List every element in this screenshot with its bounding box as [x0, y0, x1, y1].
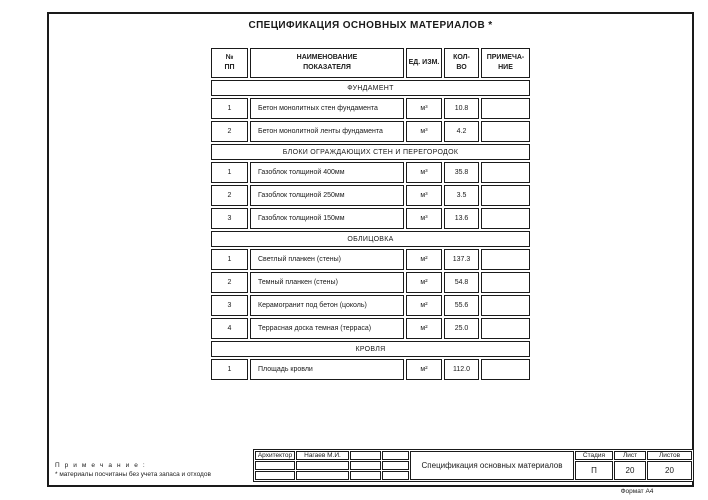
signature-cell	[350, 451, 381, 460]
title-block	[253, 449, 694, 482]
page-title: СПЕЦИФИКАЦИЯ ОСНОВНЫХ МАТЕРИАЛОВ *	[248, 20, 493, 31]
cell-name: Газоблок толщиной 400мм	[250, 162, 404, 183]
cell-unit: м³	[406, 185, 442, 206]
cell-name: Темный планкен (стены)	[250, 272, 404, 293]
stage-label: Стадия	[575, 451, 613, 460]
table-row	[211, 249, 530, 270]
cell-num: 2	[211, 185, 248, 206]
materials-spec-table	[209, 46, 532, 382]
cell-num: 1	[211, 249, 248, 270]
cell-num: 1	[211, 359, 248, 380]
empty-cell	[296, 471, 349, 480]
cell-qty: 35.8	[444, 162, 479, 183]
cell-note	[481, 359, 530, 380]
table-row	[211, 185, 530, 206]
cell-num: 1	[211, 98, 248, 119]
table-row	[211, 208, 530, 229]
role-label: Архитектор	[255, 451, 295, 460]
table-row	[211, 318, 530, 339]
table-row	[211, 295, 530, 316]
cell-note	[481, 121, 530, 142]
empty-cell	[382, 461, 409, 470]
footnote-heading: П р и м е ч а н и е :	[55, 462, 147, 469]
sheets-value: 20	[647, 461, 692, 480]
cell-note	[481, 208, 530, 229]
section-title: БЛОКИ ОГРАЖДАЮЩИХ СТЕН И ПЕРЕГОРОДОК	[211, 144, 530, 160]
cell-qty: 3.5	[444, 185, 479, 206]
date-cell	[382, 451, 409, 460]
empty-cell	[255, 471, 295, 480]
table-row	[211, 121, 530, 142]
empty-cell	[350, 471, 381, 480]
cell-note	[481, 162, 530, 183]
section-row-blocks	[211, 144, 530, 160]
cell-qty: 137.3	[444, 249, 479, 270]
cell-qty: 13.6	[444, 208, 479, 229]
cell-num: 3	[211, 295, 248, 316]
cell-qty: 112.0	[444, 359, 479, 380]
cell-unit: м³	[406, 98, 442, 119]
cell-note	[481, 185, 530, 206]
cell-qty: 25.0	[444, 318, 479, 339]
empty-cell	[296, 461, 349, 470]
cell-name: Газоблок толщиной 150мм	[250, 208, 404, 229]
cell-name: Газоблок толщиной 250мм	[250, 185, 404, 206]
cell-num: 1	[211, 162, 248, 183]
cell-note	[481, 98, 530, 119]
cell-unit: м²	[406, 272, 442, 293]
col-header-note: ПРИМЕЧА- НИЕ	[481, 48, 530, 78]
sheet-label: Лист	[614, 451, 646, 460]
col-header-unit: ЕД. ИЗМ.	[406, 48, 442, 78]
title-block-doc-title: Спецификация основных материалов	[410, 451, 574, 480]
cell-name: Бетон монолитной ленты фундамента	[250, 121, 404, 142]
title-block-row	[255, 451, 692, 460]
cell-unit: м³	[406, 208, 442, 229]
cell-qty: 4.2	[444, 121, 479, 142]
empty-cell	[255, 461, 295, 470]
cell-qty: 55.6	[444, 295, 479, 316]
sheets-label: Листов	[647, 451, 692, 460]
empty-cell	[382, 471, 409, 480]
cell-note	[481, 295, 530, 316]
cell-num: 3	[211, 208, 248, 229]
cell-unit: м²	[406, 295, 442, 316]
cell-name: Светлый планкен (стены)	[250, 249, 404, 270]
cell-num: 2	[211, 272, 248, 293]
section-title: ОБЛИЦОВКА	[211, 231, 530, 247]
cell-num: 4	[211, 318, 248, 339]
empty-cell	[350, 461, 381, 470]
section-row-roof	[211, 341, 530, 357]
cell-qty: 10.8	[444, 98, 479, 119]
cell-unit: м²	[406, 318, 442, 339]
section-row-cladding	[211, 231, 530, 247]
format-label: Формат А4	[620, 488, 654, 495]
role-value: Нагаев М.И.	[296, 451, 349, 460]
sheet-value: 20	[614, 461, 646, 480]
stage-value: П	[575, 461, 613, 480]
cell-unit: м²	[406, 249, 442, 270]
table-header-row	[211, 48, 530, 78]
cell-unit: м³	[406, 121, 442, 142]
section-row-foundation	[211, 80, 530, 96]
section-title: ФУНДАМЕНТ	[211, 80, 530, 96]
cell-note	[481, 272, 530, 293]
cell-unit: м²	[406, 359, 442, 380]
table-row	[211, 98, 530, 119]
col-header-name: НАИМЕНОВАНИЕ ПОКАЗАТЕЛЯ	[250, 48, 404, 78]
col-header-qty: КОЛ- ВО	[444, 48, 479, 78]
cell-name: Керамогранит под бетон (цоколь)	[250, 295, 404, 316]
table-row	[211, 162, 530, 183]
cell-unit: м³	[406, 162, 442, 183]
cell-name: Террасная доска темная (терраса)	[250, 318, 404, 339]
col-header-num: № ПП	[211, 48, 248, 78]
cell-note	[481, 249, 530, 270]
cell-name: Площадь кровли	[250, 359, 404, 380]
footnote-text: * материалы посчитаны без учета запаса и отходов	[55, 471, 211, 479]
cell-name: Бетон монолитных стен фундамента	[250, 98, 404, 119]
footnote	[55, 461, 211, 480]
section-title: КРОВЛЯ	[211, 341, 530, 357]
table-row	[211, 359, 530, 380]
cell-num: 2	[211, 121, 248, 142]
cell-note	[481, 318, 530, 339]
table-row	[211, 272, 530, 293]
cell-qty: 54.8	[444, 272, 479, 293]
